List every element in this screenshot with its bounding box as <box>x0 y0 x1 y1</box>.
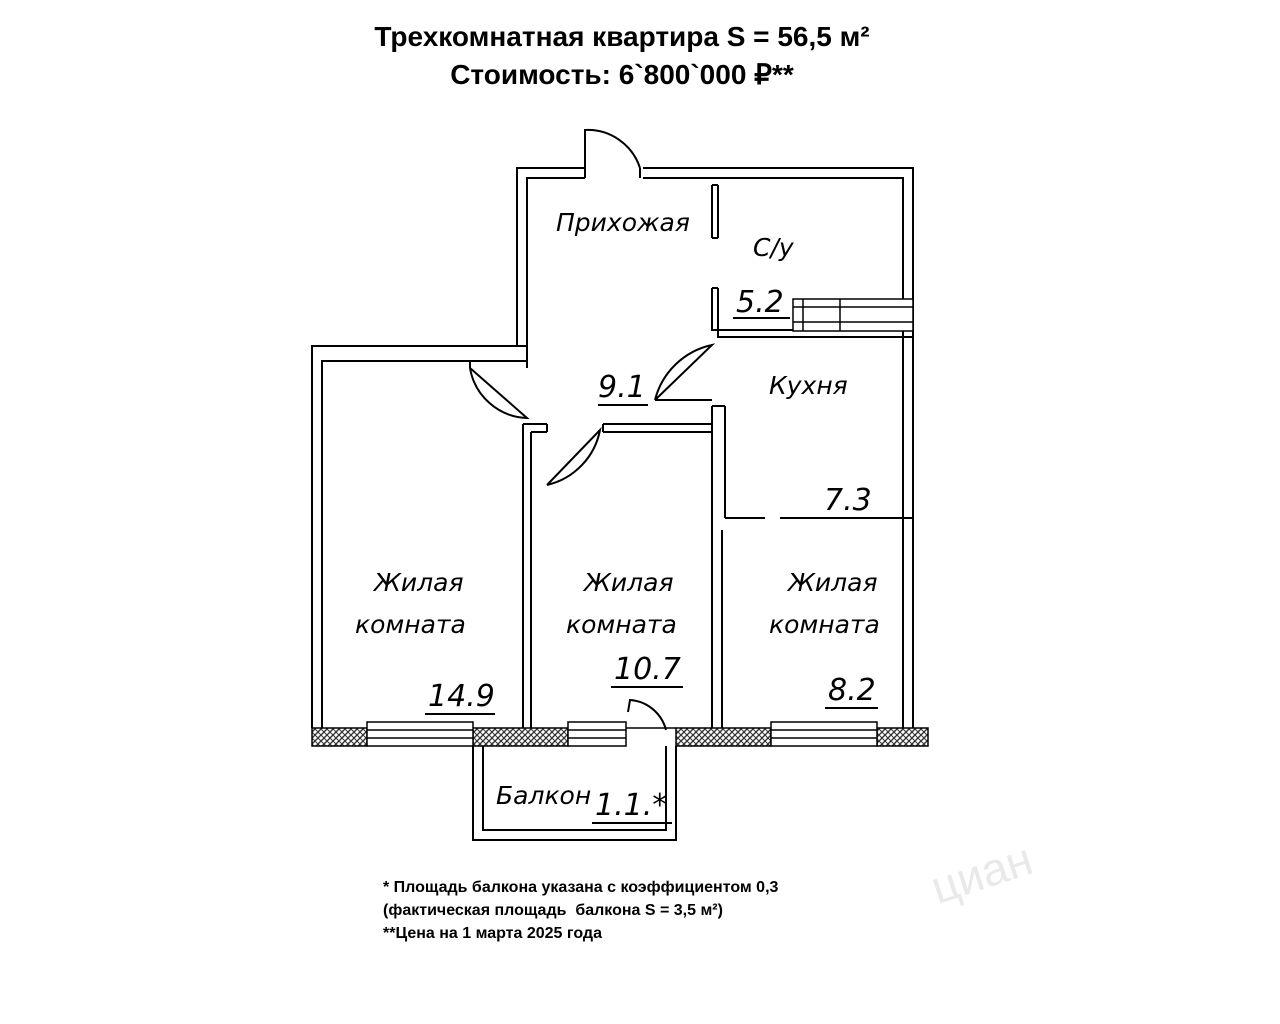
walls <box>312 168 913 728</box>
balcony-door <box>628 700 666 730</box>
balcony-area: 1.1.* <box>595 788 668 823</box>
balcony-name: Балкон <box>496 781 592 810</box>
footnotes <box>383 876 778 945</box>
bathroom-name: С/у <box>753 233 794 262</box>
living-right-area: 8.2 <box>828 673 876 708</box>
entrance-door <box>585 130 640 168</box>
living-left-name-2: комната <box>355 610 466 639</box>
footnote-balcony-coefficient: * Площадь балкона указана с коэффициентом 0,3 <box>383 879 779 896</box>
living-center-name-2: комната <box>566 610 677 639</box>
living-left-area: 14.9 <box>428 679 495 714</box>
kitchen-name: Кухня <box>769 371 848 400</box>
title-price: Стоимость: 6`800`000 ₽** <box>450 59 794 90</box>
kitchen-area: 7.3 <box>824 483 872 518</box>
living-left-name-1: Жилая <box>374 568 464 597</box>
living-right-name-1: Жилая <box>788 568 878 597</box>
hallway-area: 9.1 <box>598 370 646 405</box>
hallway-name: Прихожая <box>556 208 690 237</box>
footnote-balcony-actual: (фактическая площадь балкона S = 3,5 м²) <box>383 902 723 919</box>
left-room-door <box>470 368 527 418</box>
title-apartment: Трехкомнатная квартира S = 56,5 м² <box>374 21 870 52</box>
bathroom-area: 5.2 <box>736 285 784 320</box>
kitchen-window <box>793 299 913 331</box>
living-center-area: 10.7 <box>614 652 681 687</box>
footnote-price-date: **Цена на 1 марта 2025 года <box>383 925 602 942</box>
watermark-logo: циан <box>924 832 1039 914</box>
wall-outer-left-inner <box>322 178 585 728</box>
wall-outer-left <box>312 168 585 728</box>
facade-wall <box>312 722 928 746</box>
living-right-name-2: комната <box>769 610 880 639</box>
kitchen-door <box>655 345 712 400</box>
center-room-door <box>547 430 600 485</box>
living-center-name-1: Жилая <box>584 568 674 597</box>
